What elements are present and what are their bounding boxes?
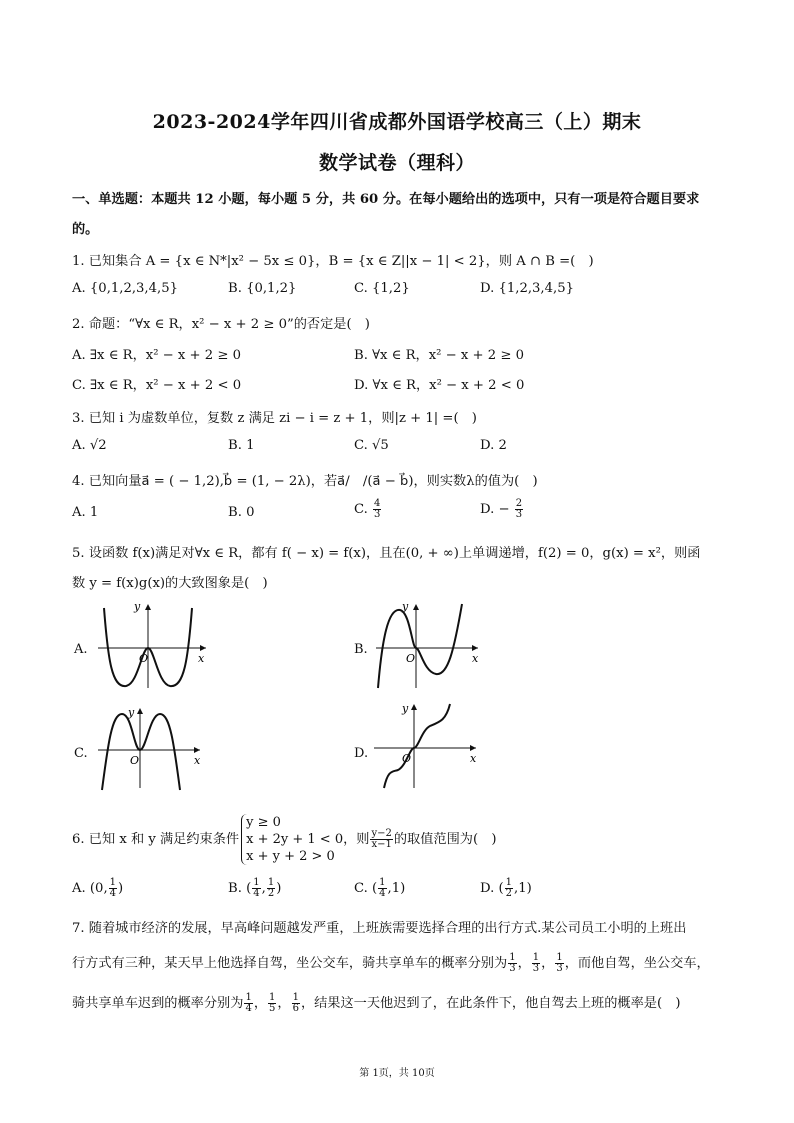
section-heading-cont: 的。 <box>72 222 99 237</box>
q1-option-c[interactable]: C. {1,2} <box>354 281 410 296</box>
fraction: $\frac{1}{6}$ <box>292 992 299 1014</box>
question-5: 5. 设函数 f(x)满足对∀x ∈ R，都有 f( − x) = f(x)，且在(0, + ∞)上单调递增，f(2) = 0，g(x) = x²，则函 <box>72 546 701 561</box>
question-7-cont: 行方式有三种，某天早上他选择自驾，坐公交车，骑共享单车的概率分别为 $\frac{1}{3}$ ， $\frac{1}{3}$ ， $\frac{1}{3}$ ，而他自驾，坐公交车， <box>72 952 710 974</box>
graph-a[interactable] <box>94 600 212 692</box>
q6-option-a[interactable]: A. (0, $\frac{1}{4}$ ) <box>72 877 124 899</box>
x-axis-label: x <box>470 752 477 765</box>
q4-option-a[interactable]: A. 1 <box>72 505 99 520</box>
origin-label: O <box>402 752 412 765</box>
fraction: $\frac{1}{2}$ <box>505 877 513 899</box>
graph-b-label[interactable]: B. <box>354 642 368 657</box>
x-axis-label: x <box>194 754 201 767</box>
constraint-3: x + y + 2 > 0 <box>246 849 335 864</box>
q6-prefix: 6. 已知 x 和 y 满足约束条件 <box>72 832 240 847</box>
x-axis-label: x <box>472 652 479 665</box>
q6-mid: ，则 <box>343 832 370 847</box>
fraction: $\frac{1}{3}$ <box>532 952 540 974</box>
q4-option-d[interactable] <box>480 499 524 520</box>
question-7: 7. 随着城市经济的发展，早高峰问题越发严重，上班族需要选择合理的出行方式.某公司员工小明的上班出 <box>72 921 687 936</box>
graph-a-label[interactable]: A. <box>74 642 88 657</box>
fraction: $\frac{1}{5}$ <box>269 992 276 1014</box>
fraction: $\frac{2}{3}$ <box>515 498 523 520</box>
q4-option-c[interactable] <box>354 499 382 520</box>
question-4: 4. 已知向量a⃗ = ( − 1,2),b⃗ = (1, − 2λ)，若a⃗/ /(a⃗ − b⃗)，则实数λ的值为( ) <box>72 474 538 489</box>
fraction: $\frac{1}{3}$ <box>509 952 516 974</box>
q6-option-c[interactable]: C. ( $\frac{1}{4}$ ,1) <box>354 877 406 899</box>
constraint-1: y ≥ 0 <box>246 815 281 830</box>
graph-b[interactable] <box>372 600 484 692</box>
q1-option-a[interactable]: A. {0,1,2,3,4,5} <box>72 281 178 296</box>
origin-label: O <box>130 754 140 767</box>
x-axis-label: x <box>198 652 205 665</box>
fraction: $\frac{1}{4}$ <box>245 992 252 1014</box>
y-axis-label: y <box>128 706 135 719</box>
constraint-system <box>241 814 343 865</box>
origin-label: O <box>139 652 149 665</box>
fraction: $\frac{y-2}{x-1}$ <box>371 828 392 850</box>
q4-option-b[interactable]: B. 0 <box>228 505 255 520</box>
constraint-2: x + 2y + 1 < 0 <box>246 832 344 847</box>
y-axis-label: y <box>402 702 409 715</box>
exam-title: 2023-2024学年四川省成都外国语学校高三（上）期末 <box>152 111 642 133</box>
graph-c[interactable] <box>94 704 206 792</box>
q3-option-d[interactable]: D. 2 <box>480 438 507 453</box>
q6-option-b[interactable]: B. ( $\frac{1}{4}$ , $\frac{1}{2}$ ) <box>228 877 282 899</box>
graph-d[interactable] <box>370 700 482 792</box>
graph-c-label[interactable]: C. <box>74 746 88 761</box>
question-3: 3. 已知 i 为虚数单位，复数 z 满足 zi − i = z + 1，则|z + 1| =( ) <box>72 411 477 426</box>
fraction: $\frac{1}{4}$ <box>109 877 117 899</box>
q4-option-d-label: D. − <box>480 502 514 517</box>
q3-option-a[interactable]: A. √2 <box>72 438 107 453</box>
q6-option-d[interactable]: D. ( $\frac{1}{2}$ ,1) <box>480 877 532 899</box>
fraction: $\frac{4}{3}$ <box>374 498 381 520</box>
question-2: 2. 命题：“∀x ∈ R，x² − x + 2 ≥ 0”的否定是( ) <box>72 317 370 332</box>
fraction: $\frac{1}{3}$ <box>556 952 563 974</box>
question-7-cont2: 骑共享单车迟到的概率分别为 $\frac{1}{4}$ ， $\frac{1}{5}$ ， $\frac{1}{6}$ ，结果这一天他迟到了，在此条件下，他自驾去上班的概率是( ) <box>72 992 681 1014</box>
fraction: $\frac{1}{4}$ <box>379 877 386 899</box>
q6-suffix: 的取值范围为( ) <box>393 832 497 847</box>
q3-option-c[interactable]: C. √5 <box>354 438 389 453</box>
q2-option-d[interactable]: D. ∀x ∈ R，x² − x + 2 < 0 <box>354 378 525 393</box>
y-axis-label: y <box>402 600 409 613</box>
fraction: $\frac{1}{4}$ <box>253 877 260 899</box>
q2-option-a[interactable]: A. ∃x ∈ R，x² − x + 2 ≥ 0 <box>72 348 242 363</box>
q2-option-c[interactable]: C. ∃x ∈ R，x² − x + 2 < 0 <box>72 378 242 393</box>
q1-option-b[interactable]: B. {0,1,2} <box>228 281 297 296</box>
question-1: 1. 已知集合 A = {x ∈ N*|x² − 5x ≤ 0}，B = {x ∈ Z||x − 1| < 2}，则 A ∩ B =( ) <box>72 254 594 269</box>
question-5-cont: 数 y = f(x)g(x)的大致图象是( ) <box>72 576 268 591</box>
y-axis-label: y <box>134 600 141 613</box>
fraction: $\frac{1}{2}$ <box>267 877 275 899</box>
section-heading: 一、单选题：本题共 12 小题，每小题 5 分，共 60 分。在每小题给出的选项中，只有一项是符合题目要求 <box>72 192 700 207</box>
question-6 <box>72 814 496 865</box>
q3-option-b[interactable]: B. 1 <box>228 438 255 453</box>
graph-d-label[interactable]: D. <box>354 746 369 761</box>
q2-option-b[interactable]: B. ∀x ∈ R，x² − x + 2 ≥ 0 <box>354 348 524 363</box>
q1-option-d[interactable]: D. {1,2,3,4,5} <box>480 281 574 296</box>
page-footer: 第 1页，共 10页 <box>359 1068 435 1079</box>
exam-subtitle: 数学试卷（理科） <box>318 152 475 174</box>
q4-option-c-label: C. <box>354 502 373 517</box>
origin-label: O <box>406 652 416 665</box>
